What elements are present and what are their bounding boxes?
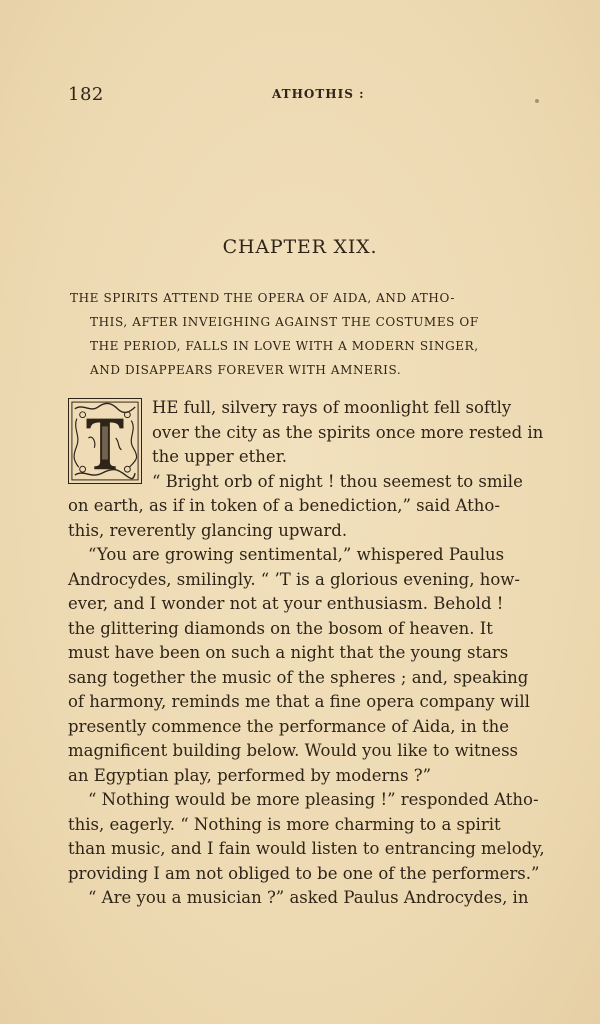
- body-line: sang together the music of the spheres ; and, speaking: [68, 667, 529, 687]
- body-line: an Egyptian play, performed by moderns ?”: [68, 765, 432, 785]
- body-line: providing I am not obliged to be one of the performers.”: [68, 863, 540, 883]
- body-line: magnificent building below. Would you like to witness: [68, 741, 519, 760]
- body-line: over the city as the spirits once more rested in: [152, 422, 544, 442]
- body-line: the upper ether.: [152, 447, 288, 466]
- body-line: presently commence the performance of Aida, in the: [68, 716, 509, 736]
- synopsis-line: AND DISAPPEARS FOREVER WITH AMNERIS.: [90, 363, 402, 377]
- synopsis-line: THE PERIOD, FALLS IN LOVE WITH A MODERN SINGER,: [90, 339, 479, 353]
- body-line: ever, and I wonder not at your enthusiasm. Behold !: [68, 594, 504, 613]
- body-line: HE full, silvery rays of moonlight fell softly: [152, 398, 512, 417]
- body-line: Androcydes, smilingly. “ ’T is a glorious evening, how-: [68, 569, 520, 589]
- body-line: of harmony, reminds me that a fine opera company will: [68, 692, 530, 711]
- body-line: “ Bright orb of night ! thou seemest to smile: [152, 471, 523, 491]
- ornamental-dropcap-icon: [68, 398, 142, 484]
- chapter-title: CHAPTER XIX.: [222, 236, 378, 258]
- dropcap-letter-t-icon: [69, 399, 141, 483]
- page-header: [0, 84, 600, 108]
- page-number: 182: [68, 84, 104, 105]
- body-line: “ Are you a musician ?” asked Paulus Androcydes, in: [88, 888, 529, 907]
- synopsis-line: THIS, AFTER INVEIGHING AGAINST THE COSTUMES OF: [90, 315, 479, 329]
- body-line: on earth, as if in token of a benediction,” said Atho-: [68, 496, 500, 515]
- chapter-synopsis: [70, 286, 562, 382]
- synopsis-line: THE SPIRITS ATTEND THE OPERA OF AIDA, AND ATHO-: [70, 291, 455, 305]
- body-line: than music, and I fain would listen to entrancing melody,: [68, 839, 545, 858]
- body-line: this, eagerly. “ Nothing is more charming to a spirit: [68, 814, 501, 834]
- running-head: ATHOTHIS :: [272, 87, 365, 101]
- body-line: this, reverently glancing upward.: [68, 520, 348, 540]
- body-line: must have been on such a night that the young stars: [68, 643, 509, 662]
- body-line: the glittering diamonds on the bosom of heaven. It: [68, 618, 493, 638]
- paper-speck: [535, 99, 539, 103]
- chapter-body: [68, 396, 562, 911]
- body-line: “ Nothing would be more pleasing !” responded Atho-: [88, 790, 539, 809]
- body-line: “You are growing sentimental,” whispered Paulus: [88, 545, 505, 564]
